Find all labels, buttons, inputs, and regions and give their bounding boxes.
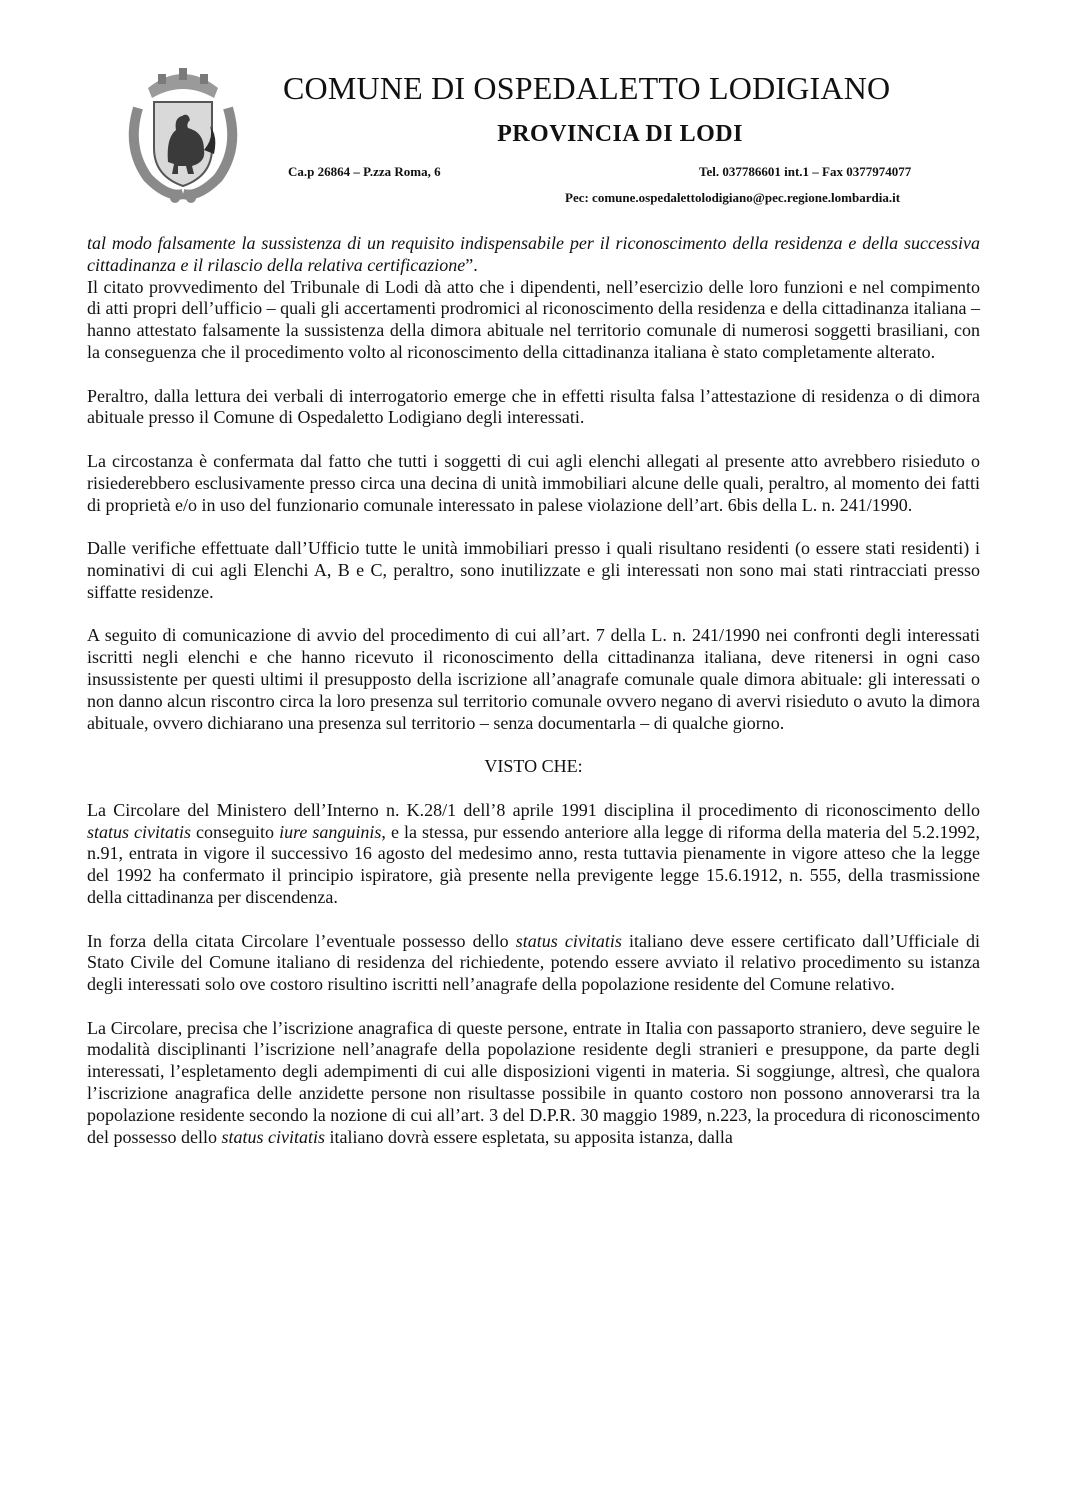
section-heading: VISTO CHE: xyxy=(484,756,583,777)
paragraph-1 xyxy=(87,233,980,277)
paragraph-1-italic: tal modo falsamente la sussistenza di un requisito indispensabile per il riconoscimento della residenza e della successiva cittadinanza e il rilascio della relativa certificazione xyxy=(87,233,980,275)
municipal-coat-of-arms-rooster-icon xyxy=(118,58,248,206)
phone-fax-text: Tel. 037786601 int.1 – Fax 0377974077 xyxy=(699,164,912,179)
paragraph-1-end: ”. xyxy=(465,254,478,275)
paragraph-9: La Circolare, precisa che l’iscrizione anagrafica di queste persone, entrate in Italia con passaporto straniero, deve seguire le modalità disciplinanti l’iscrizione nell’anagrafe della popolazione residente degli stranieri e presuppone, da parte degli interessati, l’espletamento degli adempimenti di cui alle disposizioni vigenti in materia. Si soggiunge, altresì, che qualora l’iscrizione anagrafica delle anzidette persone non risultasse possibile in quanto costoro non possono annoverarsi tra la popolazione residente secondo la nozione di cui all’art. 3 del D.P.R. 30 maggio 1989, n.223, la procedura di riconoscimento del possesso dello status civitatis italiano dovrà essere espletata, su apposita istanza, dalla xyxy=(87,1017,980,1147)
paragraph-8: In forza della citata Circolare l’eventuale possesso dello status civitatis italiano deve essere certificato dall’Ufficiale di Stato Civile del Comune italiano di residenza del richiedente, potendo essere avviato il relativo procedimento su istanza degli interessati solo ove costoro risultino iscritti nell’anagrafe della popolazione residente del Comune relativo. xyxy=(87,930,980,995)
document-body xyxy=(87,233,980,1148)
province-title: PROVINCIA DI LODI xyxy=(497,121,743,147)
pec-email-text: Pec: comune.ospedalettolodigiano@pec.regione.lombardia.it xyxy=(565,190,901,205)
paragraph-7: La Circolare del Ministero dell’Interno n. K.28/1 dell’8 aprile 1991 disciplina il procedimento di riconoscimento dello status civitatis conseguito iure sanguinis, e la stessa, pur essendo anteriore alla legge di riforma della materia del 5.2.1992, n.91, entrata in vigore il successivo 16 agosto del medesimo anno, resta tuttavia pienamente in vigore atteso che la legge del 1992 ha confermato il principio ispiratore, già presente nella previgente legge 15.6.1912, n. 555, della trasmissione della cittadinanza per discendenza. xyxy=(87,799,980,907)
paragraph-2: Il citato provvedimento del Tribunale di Lodi dà atto che i dipendenti, nell’esercizio delle loro funzioni e nel compimento di atti propri dell’ufficio – quali gli accertamenti prodromici al riconoscimento della residenza e della cittadinanza italiana – hanno attestato falsamente la sussistenza della dimora abituale nel territorio comunale di numerosi soggetti brasiliani, con la conseguenza che il procedimento volto al riconoscimento della cittadinanza italiana è stato completamente alterato. xyxy=(87,276,980,362)
paragraph-5: Dalle verifiche effettuate dall’Ufficio tutte le unità immobiliari presso i quali risultano residenti (o essere stati residenti) i nominativi di cui agli Elenchi A, B e C, peraltro, sono inutilizzate e gli interessati non sono mai stati rintracciati presso siffatte residenze. xyxy=(87,538,980,602)
paragraph-3: Peraltro, dalla lettura dei verbali di interrogatorio emerge che in effetti risulta falsa l’attestazione di residenza o di dimora abituale presso il Comune di Ospedaletto Lodigiano degli interessati. xyxy=(87,385,980,428)
address-text: Ca.p 26864 – P.zza Roma, 6 xyxy=(288,164,441,179)
municipality-title: COMUNE DI OSPEDALETTO LODIGIANO xyxy=(283,70,891,106)
paragraph-4: La circostanza è confermata dal fatto che tutti i soggetti di cui agli elenchi allegati al presente atto avrebbero risieduto o risiederebbero esclusivamente presso circa una decina di unità immobiliari alcune delle quali, peraltro, al momento dei fatti di proprietà e/o in uso del funzionario comunale interessato in palese violazione dell’art. 6bis della L. n. 241/1990. xyxy=(87,450,980,515)
paragraph-6: A seguito di comunicazione di avvio del procedimento di cui all’art. 7 della L. n. 241/1990 nei confronti degli interessati iscritti negli elenchi e che hanno ricevuto il riconoscimento della cittadinanza italiana, deve ritenersi in ogni caso insussistente per questi ultimi il presupposto della iscrizione all’anagrafe comunale quale dimora abituale: gli interessati o non danno alcun riscontro circa la loro presenza sul territorio comunale ovvero negano di avervi risieduto o avuto la dimora abituale, ovvero dichiarano una presenza sul territorio – senza documentarla – di qualche giorno. xyxy=(87,625,980,733)
